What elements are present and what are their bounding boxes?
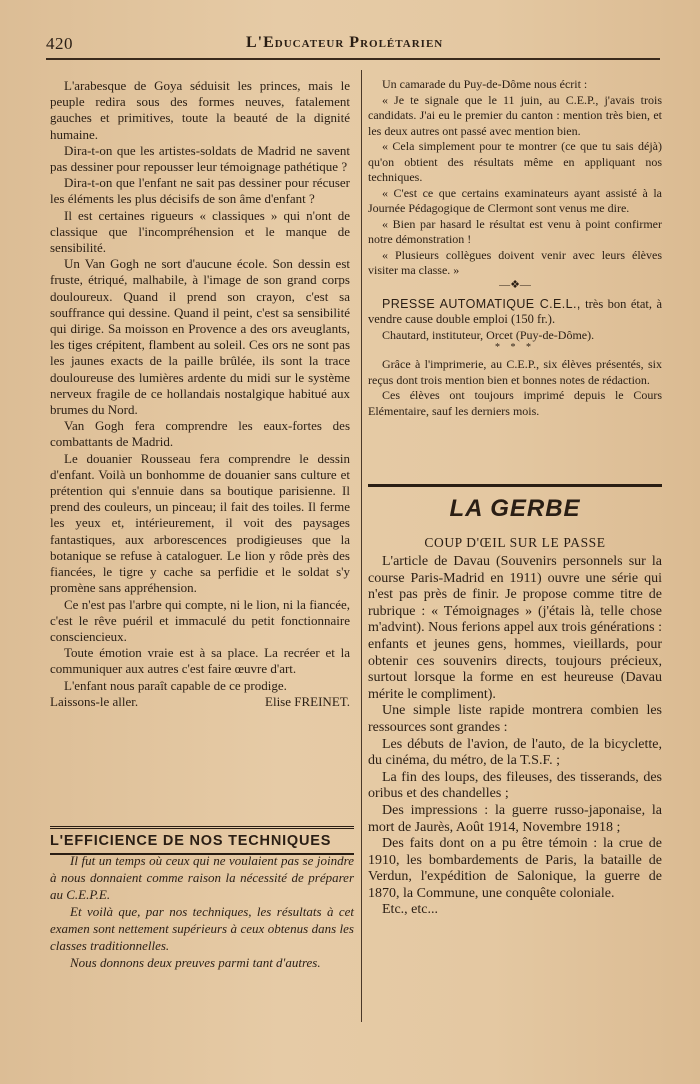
letter-paragraph: « C'est ce que certains examinateurs ayant assisté à la Journée Pédagogique de Clermont sont venus me dire. — [368, 185, 662, 215]
section-title: L'EFFICIENCE DE NOS TECHNIQUES — [50, 833, 332, 849]
article-paragraph: Un Van Gogh ne sort d'aucune école. Son dessin est fruste, étriqué, malhabile, à l'image de son grand corps douloureux. Quand il prend son crayon, c'est sa souffrance qui dessine. Quand il peint, c'est sa sensibilité qui dirige. Sa moisson en Provence a des ors aveuglants, les tiges crépitent, flambent au soleil. Ces ors ne sont pas les jaunes exacts de la paille brûlée, ils sont la trace douloureuse des lumières ardente du midi sur le système nerveux fragile de ce hollandais nostalgique habitué aux brumes du Nord. — [50, 256, 350, 418]
gerbe-paragraph: La fin des loups, des fileuses, des tisserands, des oribus et des chandelles ; — [368, 769, 662, 802]
gerbe-paragraph: Des impressions : la guerre russo-japonaise, la mort de Jaurès, Août 1914, Novembre 1918 ; — [368, 802, 662, 835]
separator-stars: * * * — [495, 342, 535, 353]
letter-paragraph: « Cela simplement pour te montrer (ce que tu sais déjà) qu'on obtient des résultats même en appliquant nos techniques. — [368, 139, 662, 184]
efficience-heading — [50, 826, 354, 855]
gerbe-paragraph: Etc., etc... — [382, 902, 438, 918]
ad-title: PRESSE AUTOMATIQUE C.E.L., — [382, 296, 581, 311]
intro-paragraph: Et voilà que, par nos techniques, les résultats à cet examen sont nettement supérieurs à ceux obtenus dans les classes traditionnelles. — [50, 904, 354, 953]
gerbe-paragraph: Une simple liste rapide montrera combien les ressources sont grandes : — [368, 703, 662, 735]
letter-paragraph: « Plusieurs collègues doivent venir avec leurs élèves visiter ma classe. » — [368, 247, 662, 277]
signature-line — [50, 694, 350, 710]
article-paragraph: Dira-t-on que l'enfant ne sait pas dessiner pour récuser les éléments les plus décisifs de son âme d'enfant ? — [50, 175, 350, 207]
gerbe-subtitle: COUP D'ŒIL SUR LE PASSE — [424, 535, 606, 550]
right-column — [368, 77, 662, 419]
page-number: 420 — [46, 34, 73, 53]
column-divider — [361, 70, 362, 1022]
article-paragraph: L'arabesque de Goya séduisit les princes, mais le peuple redira sous des formes neuves, fatalement gauches et primitives, toute la beauté de la dignité humaine. — [50, 78, 350, 142]
article-paragraph: L'enfant nous paraît capable de ce prodige. — [64, 677, 287, 693]
ad-contact: Chautard, instituteur, Orcet (Puy-de-Dôme). — [382, 327, 595, 342]
article-paragraph: Le douanier Rousseau fera comprendre le dessin d'enfant. Voilà un bonhomme de douanier sans culture et prétention qui s'ennuie dans sa boutique parisienne. Il prend des couleurs, un pinceau; il fait des toiles. Il ferme les yeux et, intérieurement, il voit des paysages fantastiques, aux arborescences prodigieuses que la botanique se refuse à cataloguer. Le lion y rôde près des fiancées, le tigre y cache sa perfidie et le soldat s'y promène sans appréhension. — [50, 450, 350, 596]
gerbe-paragraph: L'article de Davau (Souvenirs personnels sur la course Paris-Madrid en 1911) ouvre une série qui n'est pas près de finir. Je propose comme titre de rubrique : « Témoignages » (j'étais là, telle chose m'advint). Nous ferions appel aux trois générations : enfants et jeunes gens, hommes, vieillards, pour obtenir ces souvenirs directs, toujours précieux, surtout lorsque la forme en est heureuse (Davau mérite le compliment). — [368, 554, 662, 702]
letter-paragraph: « Je te signale que le 11 juin, au C.E.P., j'avais trois candidats. J'ai eu le premier du canton : mention très bien, et les deux autres ont passé avec mention bien. — [368, 92, 662, 138]
intro-paragraph: Il fut un temps où ceux qui ne voulaient pas se joindre à nous donnaient comme raison la nécessité de préparer au C.E.P.E. — [50, 853, 354, 902]
gerbe-title: LA GERBE — [449, 495, 581, 522]
left-column — [50, 78, 350, 710]
gerbe-body — [368, 554, 662, 919]
article-paragraph: Ce n'est pas l'arbre qui compte, ni le lion, ni la fiancée, c'est le rêve puéril et immaculé du petit fonctionnaire consciencieux. — [50, 596, 350, 644]
article-paragraph: Dira-t-on que les artistes-soldats de Madrid ne savent pas dessiner pour repousser leur témoignage pathétique ? — [50, 142, 350, 175]
intro-paragraph: Nous donnons deux preuves parmi tant d'autres. — [70, 955, 321, 970]
letter-intro: Un camarade du Puy-de-Dôme nous écrit : — [382, 77, 588, 91]
ornament-divider: —❖— — [499, 278, 531, 291]
cep-paragraph: Ces élèves ont toujours imprimé depuis le Cours Elémentaire, sauf les derniers mois. — [368, 388, 662, 418]
article-paragraph: Van Gogh fera comprendre les eaux-fortes des combattants de Madrid. — [50, 418, 350, 450]
letter-paragraph: « Bien par hasard le résultat est venu à point confirmer notre démonstration ! — [368, 216, 662, 246]
closing-text: Laissons-le aller. — [50, 693, 139, 709]
author-signature: Elise FREINET. — [265, 693, 350, 709]
running-title: L'Educateur Prolétarien — [246, 34, 444, 51]
header-rule — [46, 58, 660, 60]
efficience-intro — [50, 852, 354, 971]
ad-text: très bon état, à vendre cause double emploi (150 fr.). — [368, 296, 663, 326]
gerbe-paragraph: Des faits dont on a pu être témoin : la crue de 1910, les bombardements de Paris, la bataille de Verdun, l'expédition de Salonique, la guerre de 1870, la Commune, une conquête coloniale. — [368, 836, 662, 901]
section-rule — [368, 484, 662, 487]
classified-ad — [368, 297, 662, 328]
gerbe-paragraph: Les débuts de l'avion, de l'auto, de la bicyclette, du cinéma, du métro, de la T.S.F. ; — [368, 736, 662, 769]
page-header — [46, 34, 660, 56]
article-paragraph: Il est certaines rigueurs « classiques » qui n'ont de classique que l'incompréhension et le manque de sensibilité. — [50, 207, 350, 256]
cep-paragraph: Grâce à l'imprimerie, au C.E.P., six élèves présentés, six reçus dont trois mention bien et bonnes notes de rédaction. — [368, 357, 662, 387]
article-paragraph: Toute émotion vraie est à sa place. La recréer et la communiquer aux autres c'est faire œuvre d'art. — [50, 645, 350, 677]
heading-rule-top — [50, 826, 354, 829]
